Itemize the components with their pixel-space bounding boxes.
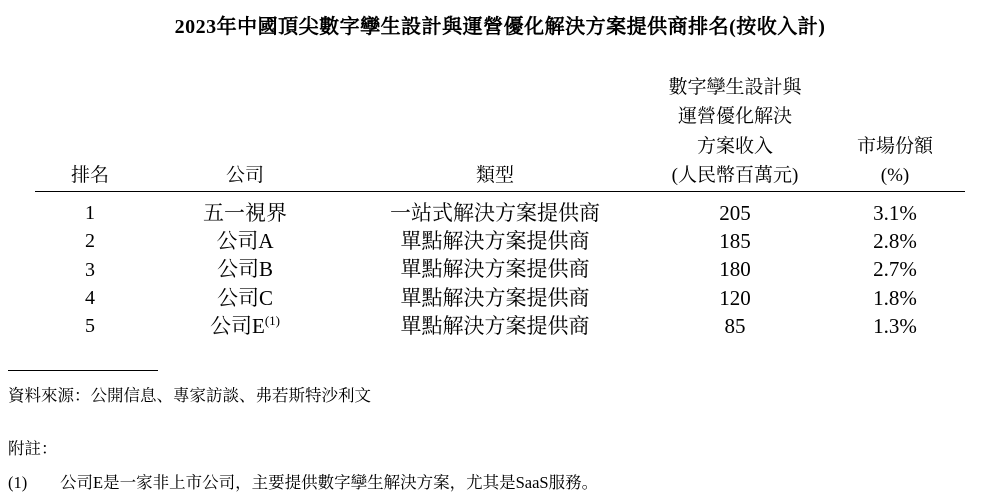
note-marker: (1) <box>8 473 28 493</box>
cell-company <box>145 255 345 283</box>
document-page <box>0 10 1000 498</box>
source-line: 資料來源：公開信息、專家訪談、弗若斯特沙利文 <box>8 386 371 406</box>
cell-rank: 4 <box>85 287 95 310</box>
header-rank-label: 排名 <box>70 165 109 187</box>
cell-rank: 3 <box>85 258 95 281</box>
header-share <box>825 73 965 191</box>
ranking-table <box>35 73 965 340</box>
cell-share: 2.7% <box>873 257 917 282</box>
cell-revenue: 205 <box>719 200 751 225</box>
cell-type: 單點解決方案提供商 <box>400 229 590 254</box>
footer-area <box>8 383 1000 496</box>
cell-company-name: 公司E <box>209 314 265 339</box>
page-title: 2023年中國頂尖數字孿生設計與運營優化解決方案提供商排名(按收入計) <box>174 16 826 38</box>
header-company <box>145 73 345 191</box>
header-revenue-line-3: 方案收入 <box>696 135 773 157</box>
footnote-divider <box>8 370 158 371</box>
cell-company-name: 公司B <box>216 257 273 282</box>
table-row <box>35 284 965 312</box>
spacer-cell-2 <box>145 191 345 199</box>
header-type <box>345 73 645 191</box>
cell-company <box>145 227 345 255</box>
table-header <box>35 73 965 199</box>
cell-revenue: 120 <box>719 285 751 310</box>
header-share-line-2: (%) <box>880 165 910 187</box>
cell-revenue: 180 <box>719 257 751 282</box>
cell-company <box>145 284 345 312</box>
table-header-spacer <box>35 191 965 199</box>
cell-rank: 5 <box>85 315 95 338</box>
table-header-row <box>35 73 965 191</box>
cell-company-name: 公司C <box>216 285 273 310</box>
cell-type: 單點解決方案提供商 <box>400 314 590 339</box>
cell-company <box>145 199 345 227</box>
cell-type: 一站式解決方案提供商 <box>390 200 600 225</box>
notes-heading: 附註： <box>8 438 58 458</box>
cell-type: 單點解決方案提供商 <box>400 285 590 310</box>
table-body <box>35 199 965 341</box>
cell-share: 1.3% <box>873 314 917 339</box>
cell-company-name: 公司A <box>216 229 274 254</box>
header-rank <box>35 73 145 191</box>
spacer-cell-4 <box>645 191 825 199</box>
table-row <box>35 227 965 255</box>
header-revenue-line-1: 數字孿生設計與 <box>668 77 802 98</box>
table-row <box>35 255 965 283</box>
cell-company-footnote: (1) <box>264 313 280 329</box>
cell-share: 3.1% <box>873 200 917 225</box>
table-row <box>35 199 965 227</box>
header-type-label: 類型 <box>475 165 514 187</box>
note-item <box>8 470 1000 496</box>
spacer-cell-1 <box>35 191 145 199</box>
header-revenue-line-4: (人民幣百萬元) <box>671 165 799 187</box>
cell-revenue: 185 <box>719 229 751 254</box>
header-revenue-line-2: 運營優化解決 <box>677 106 792 128</box>
cell-type: 單點解決方案提供商 <box>400 257 590 282</box>
spacer-cell-5 <box>825 191 965 199</box>
cell-rank: 2 <box>85 230 95 253</box>
header-revenue <box>645 73 825 191</box>
table-row <box>35 312 965 340</box>
cell-revenue: 85 <box>724 314 746 339</box>
header-share-line-1: 市場份額 <box>856 135 933 157</box>
spacer-cell-3 <box>345 191 645 199</box>
cell-share: 1.8% <box>873 285 917 310</box>
cell-rank: 1 <box>85 202 95 225</box>
cell-share: 2.8% <box>873 229 917 254</box>
note-text: 公司E是一家非上市公司，主要提供數字孿生解決方案，尤其是SaaS服務。 <box>60 473 599 493</box>
cell-company <box>145 312 345 340</box>
cell-company-name: 五一視界 <box>203 200 287 225</box>
header-company-label: 公司 <box>225 165 264 187</box>
